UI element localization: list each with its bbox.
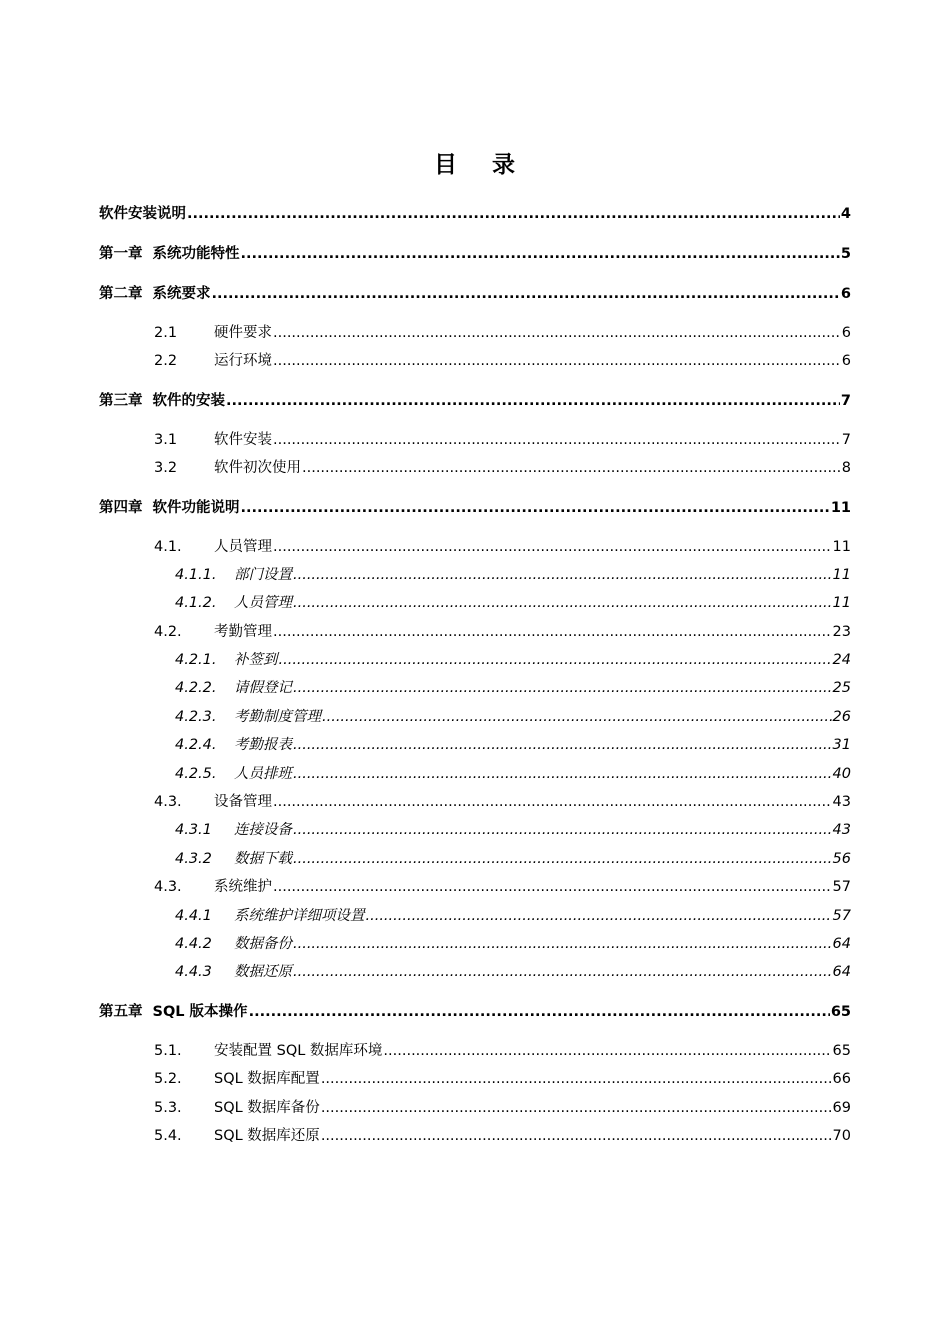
toc-entry-number: 4.3. bbox=[154, 794, 182, 810]
toc-entry-level2[interactable] bbox=[154, 349, 851, 371]
toc-entry-title: 安装配置 SQL 数据库环境 bbox=[214, 1043, 383, 1059]
toc-entry-title: 软件功能说明 bbox=[152, 500, 240, 516]
toc-page-number: 6 bbox=[841, 325, 851, 341]
toc-dot-leader bbox=[321, 1100, 832, 1116]
toc-entry-title: 软件的安装 bbox=[152, 393, 225, 409]
toc-page-number: 11 bbox=[832, 595, 851, 611]
toc-entry-number: 4.2. bbox=[154, 624, 182, 640]
toc-entry-level3[interactable] bbox=[175, 563, 851, 585]
toc-entry-number: 4.2.2. bbox=[175, 680, 217, 696]
toc-dot-leader bbox=[212, 286, 840, 302]
toc-entry-level2[interactable] bbox=[154, 620, 851, 642]
toc-entry-level2[interactable] bbox=[154, 1124, 851, 1146]
toc-dot-leader bbox=[187, 206, 840, 222]
toc-page-number: 11 bbox=[832, 567, 851, 583]
toc-entry-level1[interactable] bbox=[99, 202, 851, 224]
toc-entry-level3[interactable] bbox=[175, 762, 851, 784]
toc-entry-title: 数据还原 bbox=[234, 964, 292, 980]
toc-dot-leader bbox=[249, 1004, 830, 1020]
toc-dot-leader bbox=[273, 794, 832, 810]
toc-entry-number: 第一章 bbox=[99, 246, 143, 262]
toc-dot-leader bbox=[293, 766, 832, 782]
toc-dot-leader bbox=[293, 595, 832, 611]
toc-dot-leader bbox=[241, 500, 830, 516]
toc-entry-title: 人员管理 bbox=[234, 595, 292, 611]
toc-entry-title: 系统维护 bbox=[214, 879, 272, 895]
toc-entry-level3[interactable] bbox=[175, 591, 851, 613]
toc-entry-level3[interactable] bbox=[175, 676, 851, 698]
toc-dot-leader bbox=[273, 325, 841, 341]
toc-page-number: 66 bbox=[832, 1071, 851, 1087]
toc-dot-leader bbox=[321, 1071, 832, 1087]
toc-entry-level2[interactable] bbox=[154, 535, 851, 557]
toc-page-number: 23 bbox=[832, 624, 851, 640]
toc-entry-level3[interactable] bbox=[175, 648, 851, 670]
toc-page-number: 43 bbox=[832, 822, 851, 838]
toc-page-number: 7 bbox=[841, 432, 851, 448]
toc-page-number: 40 bbox=[832, 766, 851, 782]
toc-entry-level3[interactable] bbox=[175, 733, 851, 755]
toc-entry-number: 4.2.1. bbox=[175, 652, 217, 668]
toc-entry-number: 4.2.3. bbox=[175, 709, 217, 725]
toc-dot-leader bbox=[279, 652, 832, 668]
toc-entry-title: 考勤管理 bbox=[214, 624, 272, 640]
toc-entry-number: 4.3.2 bbox=[175, 851, 212, 867]
toc-entry-number: 第四章 bbox=[99, 500, 143, 516]
toc-dot-leader bbox=[273, 539, 832, 555]
toc-entry-title: 软件安装 bbox=[214, 432, 272, 448]
toc-entry-level3[interactable] bbox=[175, 818, 851, 840]
toc-dot-leader bbox=[293, 822, 832, 838]
toc-entry-level2[interactable] bbox=[154, 790, 851, 812]
toc-page-number: 31 bbox=[832, 737, 851, 753]
toc-entry-number: 4.1.2. bbox=[175, 595, 217, 611]
toc-entry-level2[interactable] bbox=[154, 456, 851, 478]
toc-dot-leader bbox=[293, 851, 832, 867]
toc-page-number: 11 bbox=[832, 539, 851, 555]
toc-page-number: 11 bbox=[830, 500, 851, 516]
toc-page-number: 70 bbox=[832, 1128, 851, 1144]
toc-entry-title: 请假登记 bbox=[234, 680, 292, 696]
toc-entry-title: 设备管理 bbox=[214, 794, 272, 810]
toc-entry-title: 补签到 bbox=[234, 652, 278, 668]
toc-entry-number: 第二章 bbox=[99, 286, 143, 302]
toc-page-number: 24 bbox=[832, 652, 851, 668]
toc-page-number: 8 bbox=[841, 460, 851, 476]
toc-dot-leader bbox=[226, 393, 840, 409]
toc-dot-leader bbox=[366, 908, 832, 924]
toc-entry-title: 考勤制度管理 bbox=[234, 709, 321, 725]
toc-entry-level1[interactable] bbox=[99, 282, 851, 304]
toc-entry-title: SQL 数据库配置 bbox=[214, 1071, 320, 1087]
toc-entry-number: 3.1 bbox=[154, 432, 178, 448]
toc-entry-number: 4.1. bbox=[154, 539, 182, 555]
toc-entry-number: 4.4.2 bbox=[175, 936, 212, 952]
toc-entry-number: 5.1. bbox=[154, 1043, 182, 1059]
toc-dot-leader bbox=[293, 737, 832, 753]
toc-page-number: 69 bbox=[832, 1100, 851, 1116]
toc-page-number: 25 bbox=[832, 680, 851, 696]
toc-page-number: 64 bbox=[832, 936, 851, 952]
toc-dot-leader bbox=[321, 1128, 832, 1144]
toc-entry-level1[interactable] bbox=[99, 496, 851, 518]
toc-entry-number: 3.2 bbox=[154, 460, 178, 476]
toc-entry-number: 4.4.1 bbox=[175, 908, 212, 924]
toc-dot-leader bbox=[273, 432, 841, 448]
toc-dot-leader bbox=[293, 567, 832, 583]
toc-entry-title: 数据备份 bbox=[234, 936, 292, 952]
toc-dot-leader bbox=[273, 879, 832, 895]
toc-dot-leader bbox=[293, 964, 832, 980]
toc-entry-level3[interactable] bbox=[175, 705, 851, 727]
toc-entry-title: 人员排班 bbox=[234, 766, 292, 782]
toc-entry-number: 4.1.1. bbox=[175, 567, 217, 583]
toc-entry-title: 连接设备 bbox=[234, 822, 292, 838]
toc-dot-leader bbox=[302, 460, 841, 476]
toc-entry-number: 4.4.3 bbox=[175, 964, 212, 980]
toc-entry-number: 2.2 bbox=[154, 353, 178, 369]
toc-page-number: 57 bbox=[832, 879, 851, 895]
toc-entry-number: 第五章 bbox=[99, 1004, 143, 1020]
toc-entry-number: 第三章 bbox=[99, 393, 143, 409]
page-title bbox=[0, 146, 950, 179]
toc-entry-level3[interactable] bbox=[175, 960, 851, 982]
toc-entry-title: SQL 数据库备份 bbox=[214, 1100, 320, 1116]
toc-entry-title: 考勤报表 bbox=[234, 737, 292, 753]
toc-entry-title: 系统功能特性 bbox=[152, 246, 240, 262]
toc-entry-number: 4.3. bbox=[154, 879, 182, 895]
toc-entry-title: SQL 数据库还原 bbox=[214, 1128, 320, 1144]
toc-entry-title: 系统要求 bbox=[152, 286, 211, 302]
toc-entry-level3[interactable] bbox=[175, 932, 851, 954]
toc-page-number: 7 bbox=[840, 393, 851, 409]
toc-entry-title: 人员管理 bbox=[214, 539, 272, 555]
toc-entry-title: 部门设置 bbox=[234, 567, 292, 583]
toc-entry-number: 4.2.5. bbox=[175, 766, 217, 782]
title-char-1: 目 bbox=[434, 152, 458, 178]
toc-page-number: 6 bbox=[841, 353, 851, 369]
toc-entry-level1[interactable] bbox=[99, 1000, 851, 1022]
toc-dot-leader bbox=[273, 353, 841, 369]
toc-entry-title: 软件初次使用 bbox=[214, 460, 301, 476]
toc-page-number: 6 bbox=[840, 286, 851, 302]
toc-entry-number: 5.3. bbox=[154, 1100, 182, 1116]
toc-page-number: 5 bbox=[840, 246, 851, 262]
toc-entry-level1[interactable] bbox=[99, 389, 851, 411]
toc-entry-title: 数据下载 bbox=[234, 851, 292, 867]
toc-entry-number: 4.3.1 bbox=[175, 822, 212, 838]
toc-entry-level1[interactable] bbox=[99, 242, 851, 264]
toc-entry-level2[interactable] bbox=[154, 321, 851, 343]
toc-page-number: 43 bbox=[832, 794, 851, 810]
toc-entry-number: 5.4. bbox=[154, 1128, 182, 1144]
toc-entry-level2[interactable] bbox=[154, 1096, 851, 1118]
toc-entry-title: 系统维护详细项设置 bbox=[234, 908, 365, 924]
toc-entry-number: 2.1 bbox=[154, 325, 178, 341]
toc-entry-title: 软件安装说明 bbox=[99, 206, 186, 222]
toc-dot-leader bbox=[383, 1043, 831, 1059]
toc-page-number: 57 bbox=[832, 908, 851, 924]
toc-dot-leader bbox=[293, 936, 832, 952]
toc-dot-leader bbox=[322, 709, 832, 725]
toc-entry-title: SQL 版本操作 bbox=[152, 1004, 248, 1020]
toc-page-number: 4 bbox=[840, 206, 851, 222]
toc-entry-number: 4.2.4. bbox=[175, 737, 217, 753]
toc-page-number: 64 bbox=[832, 964, 851, 980]
toc-entry-title: 硬件要求 bbox=[214, 325, 272, 341]
toc-dot-leader bbox=[273, 624, 832, 640]
toc-entry-level2[interactable] bbox=[154, 428, 851, 450]
toc-entry-level2[interactable] bbox=[154, 1039, 851, 1061]
toc-page-number: 65 bbox=[832, 1043, 851, 1059]
toc-entry-level3[interactable] bbox=[175, 847, 851, 869]
toc-entry-level3[interactable] bbox=[175, 904, 851, 926]
toc-entry-title: 运行环境 bbox=[214, 353, 272, 369]
toc-page-number: 26 bbox=[832, 709, 851, 725]
toc-page-number: 56 bbox=[832, 851, 851, 867]
toc-entry-number: 5.2. bbox=[154, 1071, 182, 1087]
title-char-2: 录 bbox=[492, 152, 516, 178]
toc-page-number: 65 bbox=[830, 1004, 851, 1020]
toc-entry-level2[interactable] bbox=[154, 1067, 851, 1089]
toc-dot-leader bbox=[293, 680, 832, 696]
toc-entry-level2[interactable] bbox=[154, 875, 851, 897]
toc-dot-leader bbox=[241, 246, 840, 262]
